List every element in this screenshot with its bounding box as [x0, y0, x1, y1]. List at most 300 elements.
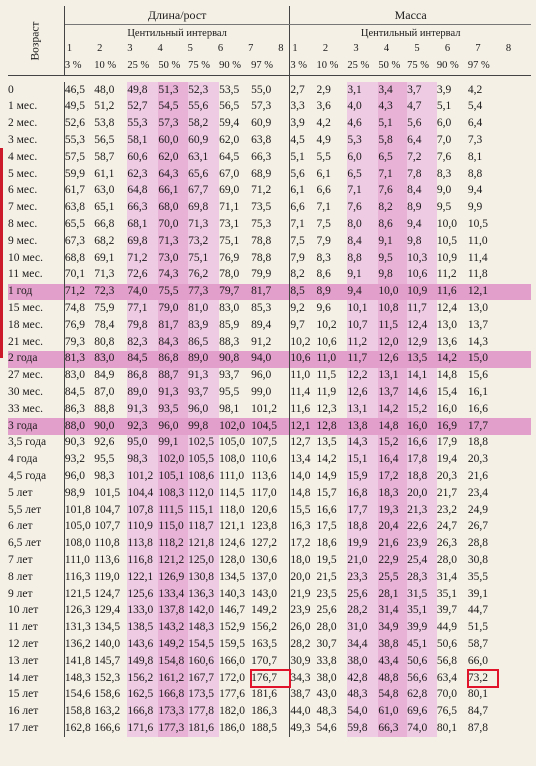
mass-value-cell: 11,0: [290, 368, 317, 385]
mass-value-cell: 26,3: [436, 537, 458, 550]
length-value-cell: 92,6: [94, 436, 115, 449]
length-value-cell: 73,1: [219, 218, 240, 231]
mass-value-cell: 25,4: [407, 552, 437, 569]
length-value-cell: 102,0: [158, 452, 188, 469]
length-value-cell: 108,0: [64, 537, 91, 550]
mass-value-cell: 5,3: [347, 132, 378, 149]
length-value-cell: 138,5: [127, 620, 158, 637]
length-value-cell: 173,3: [158, 703, 188, 720]
length-value-cell: 170,7: [251, 654, 278, 667]
mass-value-cell: 21,5: [316, 570, 337, 583]
age-cell: 9 лет: [8, 586, 64, 603]
length-value-cell: 118,2: [158, 536, 188, 553]
mass-value-cell: 14,6: [407, 384, 437, 401]
length-value-cell: 64,8: [127, 183, 158, 200]
mass-value-cell: 12,3: [316, 402, 337, 415]
length-value-cell: 105,0: [64, 520, 91, 533]
mass-value-cell: 34,4: [347, 636, 378, 653]
mass-value-cell: 11,0: [467, 234, 488, 247]
mass-value-cell: 31,5: [407, 586, 437, 603]
length-value-cell: 171,6: [127, 720, 158, 737]
age-cell: 3 года: [8, 418, 64, 435]
mass-value-cell: 4,2: [467, 83, 483, 96]
mass-value-cell: 6,1: [316, 167, 331, 180]
mass-value-cell: 16,0: [407, 418, 437, 435]
mass-value-cell: 14,1: [407, 368, 437, 385]
mass-value-cell: 38,0: [316, 671, 337, 684]
length-value-cell: 70,0: [158, 216, 188, 233]
length-value-cell: 101,8: [64, 503, 91, 516]
mass-value-cell: 17,5: [316, 520, 337, 533]
mass-value-cell: 23,2: [436, 503, 458, 516]
mass-value-cell: 4,7: [407, 99, 437, 116]
mass-value-cell: 8,9: [316, 284, 347, 301]
mass-value-cell: 38,8: [378, 636, 407, 653]
length-value-cell: 105,1: [158, 468, 188, 485]
mass-value-cell: 4,2: [316, 117, 331, 130]
mass-value-cell: 16,6: [407, 435, 437, 452]
length-value-cell: 75,1: [188, 250, 219, 267]
mass-value-cell: 13,5: [407, 351, 437, 368]
age-cell: 3,5 года: [8, 435, 64, 452]
length-value-cell: 78,0: [219, 268, 240, 281]
mass-value-cell: 4,9: [316, 134, 331, 147]
length-value-cell: 68,1: [127, 216, 158, 233]
mass-value-cell: 11,4: [467, 251, 488, 264]
length-value-cell: 62,0: [158, 149, 188, 166]
length-value-cell: 88,3: [219, 335, 240, 348]
mass-value-cell: 26,7: [467, 520, 488, 533]
mass-value-cell: 6,5: [378, 149, 407, 166]
table-row: [8, 132, 531, 149]
length-value-cell: 136,2: [64, 637, 91, 650]
mass-value-cell: 34,3: [290, 670, 317, 687]
age-cell: 10 лет: [8, 603, 64, 620]
length-value-cell: 177,3: [158, 720, 188, 737]
mass-value-cell: 20,3: [436, 469, 458, 482]
length-value-cell: 149,2: [251, 604, 278, 617]
length-value-cell: 146,7: [219, 604, 245, 617]
length-value-cell: 51,3: [158, 82, 188, 99]
length-value-cell: 162,8: [64, 721, 91, 734]
length-value-cell: 114,5: [219, 486, 245, 499]
mass-value-cell: 11,7: [347, 351, 378, 368]
mass-value-cell: 8,4: [407, 183, 437, 200]
length-value-cell: 101,2: [127, 468, 158, 485]
length-value-cell: 90,8: [219, 351, 251, 368]
length-value-cell: 143,2: [158, 620, 188, 637]
mass-value-cell: 7,1: [378, 166, 407, 183]
table-row: [8, 166, 531, 183]
mass-value-cell: 6,5: [347, 166, 378, 183]
length-value-cell: 141,8: [64, 654, 91, 667]
length-value-cell: 88,8: [94, 402, 115, 415]
mass-value-cell: 10,2: [290, 334, 317, 351]
mass-value-cell: 9,8: [378, 267, 407, 284]
mass-value-cell: 19,9: [347, 536, 378, 553]
age-cell: 9 мес.: [8, 233, 64, 250]
length-value-cell: 154,6: [64, 688, 91, 701]
length-value-cell: 156,2: [251, 621, 278, 634]
length-value-cell: 83,0: [64, 369, 85, 382]
age-column-header: Возраст: [8, 6, 64, 76]
mass-value-cell: 17,7: [468, 418, 498, 435]
interval-number: 5: [414, 43, 420, 54]
length-percentile-header: 50 %: [158, 58, 188, 76]
mass-value-cell: 13,5: [316, 436, 337, 449]
mass-value-cell: 12,1: [290, 418, 317, 435]
interval-number: 3: [353, 43, 359, 54]
table-row: [8, 435, 531, 452]
mass-value-cell: 30,8: [467, 553, 488, 566]
length-value-cell: 55,3: [64, 134, 85, 147]
length-value-cell: 48,0: [94, 83, 115, 96]
table-row: [8, 351, 531, 368]
length-interval-label: Центильный интервал: [127, 27, 227, 39]
mass-percentile-header: 75 %: [407, 58, 437, 76]
length-value-cell: 134,5: [219, 570, 245, 583]
length-value-cell: 149,8: [127, 653, 158, 670]
length-value-cell: 52,6: [64, 117, 85, 130]
length-value-cell: 57,3: [251, 100, 272, 113]
length-value-cell: 73,0: [158, 250, 188, 267]
mass-value-cell: 25,6: [347, 586, 378, 603]
table-row: [8, 82, 531, 99]
length-value-cell: 86,3: [64, 402, 85, 415]
mass-value-cell: 12,4: [436, 302, 458, 314]
length-value-cell: 99,1: [158, 435, 188, 452]
length-value-cell: 75,3: [251, 218, 272, 231]
age-cell: 11 мес.: [8, 267, 64, 284]
length-value-cell: 84,3: [158, 334, 188, 351]
length-value-cell: 158,6: [94, 688, 121, 701]
length-value-cell: 69,1: [94, 251, 115, 264]
mass-value-cell: 7,9: [316, 234, 331, 247]
mass-value-cell: 3,9: [436, 83, 452, 96]
mass-value-cell: 18,8: [347, 519, 378, 536]
mass-value-cell: 8,3: [436, 167, 452, 180]
mass-value-cell: 10,9: [436, 251, 458, 264]
length-value-cell: 121,5: [64, 587, 91, 600]
length-value-cell: 142,0: [188, 603, 219, 620]
table-row: [8, 552, 531, 569]
mass-value-cell: 4,0: [347, 99, 378, 116]
mass-value-cell: 11,2: [347, 334, 378, 351]
mass-value-cell: 23,5: [316, 587, 337, 600]
mass-value-cell: 31,4: [436, 570, 458, 583]
length-value-cell: 72,6: [127, 267, 158, 284]
length-value-cell: 67,0: [219, 167, 240, 180]
mass-value-cell: 7,5: [316, 218, 331, 231]
age-cell: 14 лет: [8, 670, 64, 687]
mass-value-cell: 18,3: [378, 485, 407, 502]
mass-value-cell: 28,8: [467, 537, 488, 550]
mass-value-cell: 8,8: [347, 250, 378, 267]
mass-value-cell: 14,3: [467, 335, 488, 348]
mass-value-cell: 10,0: [378, 284, 407, 301]
length-value-cell: 166,8: [158, 687, 188, 704]
mass-value-cell: 21,6: [467, 469, 488, 482]
length-value-cell: 104,5: [251, 418, 290, 435]
mass-value-cell: 18,6: [316, 537, 337, 550]
mass-value-cell: 11,0: [316, 351, 347, 368]
mass-value-cell: 7,9: [290, 250, 317, 267]
length-value-cell: 66,3: [251, 150, 272, 163]
age-cell: 1 мес.: [8, 99, 64, 116]
length-value-cell: 55,6: [188, 99, 219, 116]
length-value-cell: 91,3: [127, 401, 158, 418]
mass-value-cell: 12,6: [347, 384, 378, 401]
length-value-cell: 116,3: [64, 570, 91, 583]
length-value-cell: 65,1: [94, 201, 115, 214]
length-value-cell: 140,0: [94, 637, 121, 650]
mass-value-cell: 13,6: [436, 335, 458, 348]
mass-value-cell: 25,6: [316, 604, 337, 617]
age-cell: 1 год: [8, 284, 64, 301]
age-cell: 5,5 лет: [8, 502, 64, 519]
mass-value-cell: 45,1: [407, 636, 437, 653]
mass-value-cell: 14,9: [316, 469, 337, 482]
length-value-cell: 93,7: [219, 369, 240, 382]
mass-value-cell: 16,6: [467, 402, 488, 415]
length-value-cell: 67,7: [188, 183, 219, 200]
mass-value-cell: 11,2: [436, 268, 457, 281]
mass-value-cell: 12,4: [407, 317, 437, 334]
mass-value-cell: 7,1: [290, 216, 317, 233]
mass-value-cell: 11,5: [316, 369, 337, 382]
length-value-cell: 68,8: [64, 251, 85, 264]
length-value-cell: 107,5: [251, 436, 278, 449]
mass-value-cell: 24,7: [436, 520, 458, 533]
table-row: [8, 334, 531, 351]
length-value-cell: 159,5: [219, 637, 245, 650]
mass-value-cell: 19,5: [316, 553, 337, 566]
length-value-cell: 89,0: [188, 351, 219, 368]
length-value-cell: 63,0: [94, 184, 115, 197]
table-row: [8, 569, 531, 586]
length-value-cell: 84,9: [94, 369, 115, 382]
mass-value-cell: 13,0: [467, 302, 488, 314]
length-value-cell: 128,0: [219, 553, 245, 566]
table-row: [8, 418, 531, 435]
age-cell: 13 лет: [8, 653, 64, 670]
mass-value-cell: 21,3: [407, 502, 437, 519]
length-value-cell: 63,1: [188, 149, 219, 166]
length-value-cell: 163,5: [251, 637, 278, 650]
age-cell: 11 лет: [8, 620, 64, 637]
mass-value-cell: 20,3: [467, 453, 488, 466]
mass-value-cell: 21,0: [347, 552, 378, 569]
length-value-cell: 177,8: [188, 703, 219, 720]
length-value-cell: 90,0: [94, 418, 127, 435]
mass-value-cell: 8,4: [347, 233, 378, 250]
length-value-cell: 75,5: [158, 284, 188, 301]
mass-value-cell: 15,1: [347, 452, 378, 469]
length-value-cell: 66,3: [127, 200, 158, 217]
mass-value-cell: 10,5: [467, 218, 488, 231]
length-value-cell: 148,3: [188, 620, 219, 637]
mass-value-cell: 80,1: [467, 688, 488, 701]
length-value-cell: 83,9: [188, 317, 219, 334]
mass-value-cell: 21,9: [290, 586, 317, 603]
length-value-cell: 90,3: [64, 436, 85, 449]
mass-value-cell: 48,8: [378, 670, 407, 687]
table-row: [8, 620, 531, 637]
length-value-cell: 69,8: [127, 233, 158, 250]
length-value-cell: 181,6: [251, 688, 278, 701]
length-value-cell: 60,9: [188, 132, 219, 149]
length-value-cell: 117,0: [251, 486, 277, 499]
mass-value-cell: 10,6: [290, 351, 317, 368]
mass-value-cell: 7,6: [347, 200, 378, 217]
length-value-cell: 61,7: [64, 184, 85, 197]
interval-number: 4: [383, 43, 390, 54]
length-value-cell: 137,8: [158, 603, 188, 620]
mass-value-cell: 30,7: [316, 637, 337, 650]
length-value-cell: 101,2: [251, 402, 278, 415]
mass-value-cell: 21,7: [436, 486, 458, 499]
mass-value-cell: 15,2: [378, 435, 407, 452]
length-value-cell: 54,5: [158, 99, 188, 116]
length-percentile-header: 90 %: [219, 58, 251, 76]
table-row: [8, 300, 531, 317]
mass-value-cell: 16,6: [316, 503, 337, 516]
mass-value-cell: 8,1: [467, 150, 483, 163]
table-row: [8, 149, 531, 166]
length-value-cell: 66,1: [158, 183, 188, 200]
age-cell: 4 года: [8, 452, 64, 469]
length-value-cell: 85,9: [219, 318, 240, 331]
mass-value-cell: 50,6: [436, 637, 458, 650]
length-value-cell: 86,8: [158, 351, 188, 368]
length-value-cell: 134,5: [94, 621, 121, 634]
mass-value-cell: 9,1: [347, 267, 378, 284]
mass-interval-numbers: [290, 43, 531, 58]
length-value-cell: 78,8: [251, 234, 272, 247]
table-row: [8, 183, 531, 200]
mass-value-cell: 16,4: [378, 452, 407, 469]
length-value-cell: 119,0: [94, 570, 120, 583]
mass-value-cell: 74,0: [407, 720, 437, 737]
mass-value-cell: 13,7: [467, 318, 488, 331]
mass-value-cell: 7,3: [467, 134, 483, 147]
mass-value-cell: 12,7: [290, 435, 317, 452]
mass-value-cell: 87,8: [467, 721, 488, 734]
mass-value-cell: 17,8: [407, 452, 437, 469]
mass-value-cell: 12,9: [407, 334, 437, 351]
interval-number: 6: [217, 43, 224, 54]
mass-value-cell: 56,8: [436, 654, 458, 667]
length-value-cell: 57,3: [158, 116, 188, 133]
length-value-cell: 55,0: [251, 83, 272, 96]
mass-value-cell: 4,6: [347, 116, 378, 133]
age-cell: 8 лет: [8, 569, 64, 586]
mass-value-cell: 16,0: [436, 402, 458, 415]
length-value-cell: 167,7: [188, 670, 219, 687]
interval-number: 7: [475, 43, 481, 54]
mass-value-cell: 15,9: [347, 468, 378, 485]
length-value-cell: 162,5: [127, 687, 158, 704]
length-value-cell: 71,1: [219, 201, 240, 214]
mass-value-cell: 9,6: [316, 302, 331, 314]
interval-number: 1: [292, 43, 298, 54]
mass-value-cell: 80,1: [436, 721, 458, 734]
mass-value-cell: 6,1: [290, 183, 317, 200]
length-value-cell: 156,2: [127, 670, 158, 687]
length-value-cell: 51,2: [94, 100, 115, 113]
length-value-cell: 160,6: [188, 653, 219, 670]
mass-value-cell: 38,7: [290, 687, 317, 704]
length-value-cell: 61,1: [94, 167, 115, 180]
mass-value-cell: 11,7: [407, 300, 437, 317]
mass-value-cell: 58,7: [467, 637, 488, 650]
length-value-cell: 76,9: [219, 251, 240, 264]
mass-value-cell: 9,4: [467, 184, 483, 197]
table-row: [8, 519, 531, 536]
mass-value-cell: 15,6: [467, 369, 488, 382]
length-value-cell: 181,6: [188, 720, 219, 737]
table-row: [8, 603, 531, 620]
mass-value-cell: 16,8: [347, 485, 378, 502]
table-row: [8, 653, 531, 670]
length-value-cell: 140,3: [219, 587, 245, 600]
length-value-cell: 111,0: [64, 553, 90, 566]
length-value-cell: 76,2: [188, 267, 219, 284]
length-value-cell: 127,2: [251, 537, 278, 550]
length-value-cell: 65,5: [64, 218, 85, 231]
mass-value-cell: 26,0: [290, 620, 317, 637]
mass-value-cell: 10,1: [347, 300, 378, 317]
length-value-cell: 52,7: [127, 99, 158, 116]
mass-value-cell: 42,8: [347, 670, 378, 687]
age-cell: 7 мес.: [8, 200, 64, 217]
mass-value-cell: 8,6: [378, 216, 407, 233]
length-value-cell: 163,2: [94, 705, 121, 718]
length-value-cell: 166,8: [127, 703, 158, 720]
length-value-cell: 81,7: [251, 284, 290, 301]
length-value-cell: 113,6: [94, 553, 120, 566]
length-value-cell: 83,0: [219, 302, 240, 314]
age-cell: 6,5 лет: [8, 536, 64, 553]
mass-value-cell: 23,4: [467, 486, 488, 499]
length-value-cell: 85,3: [251, 302, 272, 314]
mass-value-cell: 44,0: [290, 703, 317, 720]
mass-value-cell: 30,9: [290, 653, 317, 670]
mass-value-cell: 31,0: [347, 620, 378, 637]
length-value-cell: 177,6: [219, 688, 245, 701]
length-value-cell: 111,0: [219, 469, 245, 482]
interval-number: 2: [322, 43, 329, 54]
length-value-cell: 71,3: [188, 216, 219, 233]
interval-number: 8: [278, 43, 284, 54]
table-row: [8, 452, 531, 469]
table-row: [8, 284, 531, 301]
length-value-cell: 53,5: [219, 83, 240, 96]
length-value-cell: 71,2: [64, 284, 94, 301]
length-value-cell: 65,6: [188, 166, 219, 183]
length-value-cell: 108,6: [188, 468, 219, 485]
length-value-cell: 99,0: [251, 385, 272, 398]
length-value-cell: 68,9: [251, 167, 272, 180]
length-value-cell: 91,3: [188, 368, 219, 385]
age-cell: 10 мес.: [8, 250, 64, 267]
length-value-cell: 110,9: [127, 519, 158, 536]
mass-value-cell: 9,4: [407, 216, 437, 233]
mass-value-cell: 5,6: [290, 166, 317, 183]
length-value-cell: 108,3: [158, 485, 188, 502]
age-cell: 5 мес.: [8, 166, 64, 183]
mass-value-cell: 44,7: [467, 604, 488, 617]
